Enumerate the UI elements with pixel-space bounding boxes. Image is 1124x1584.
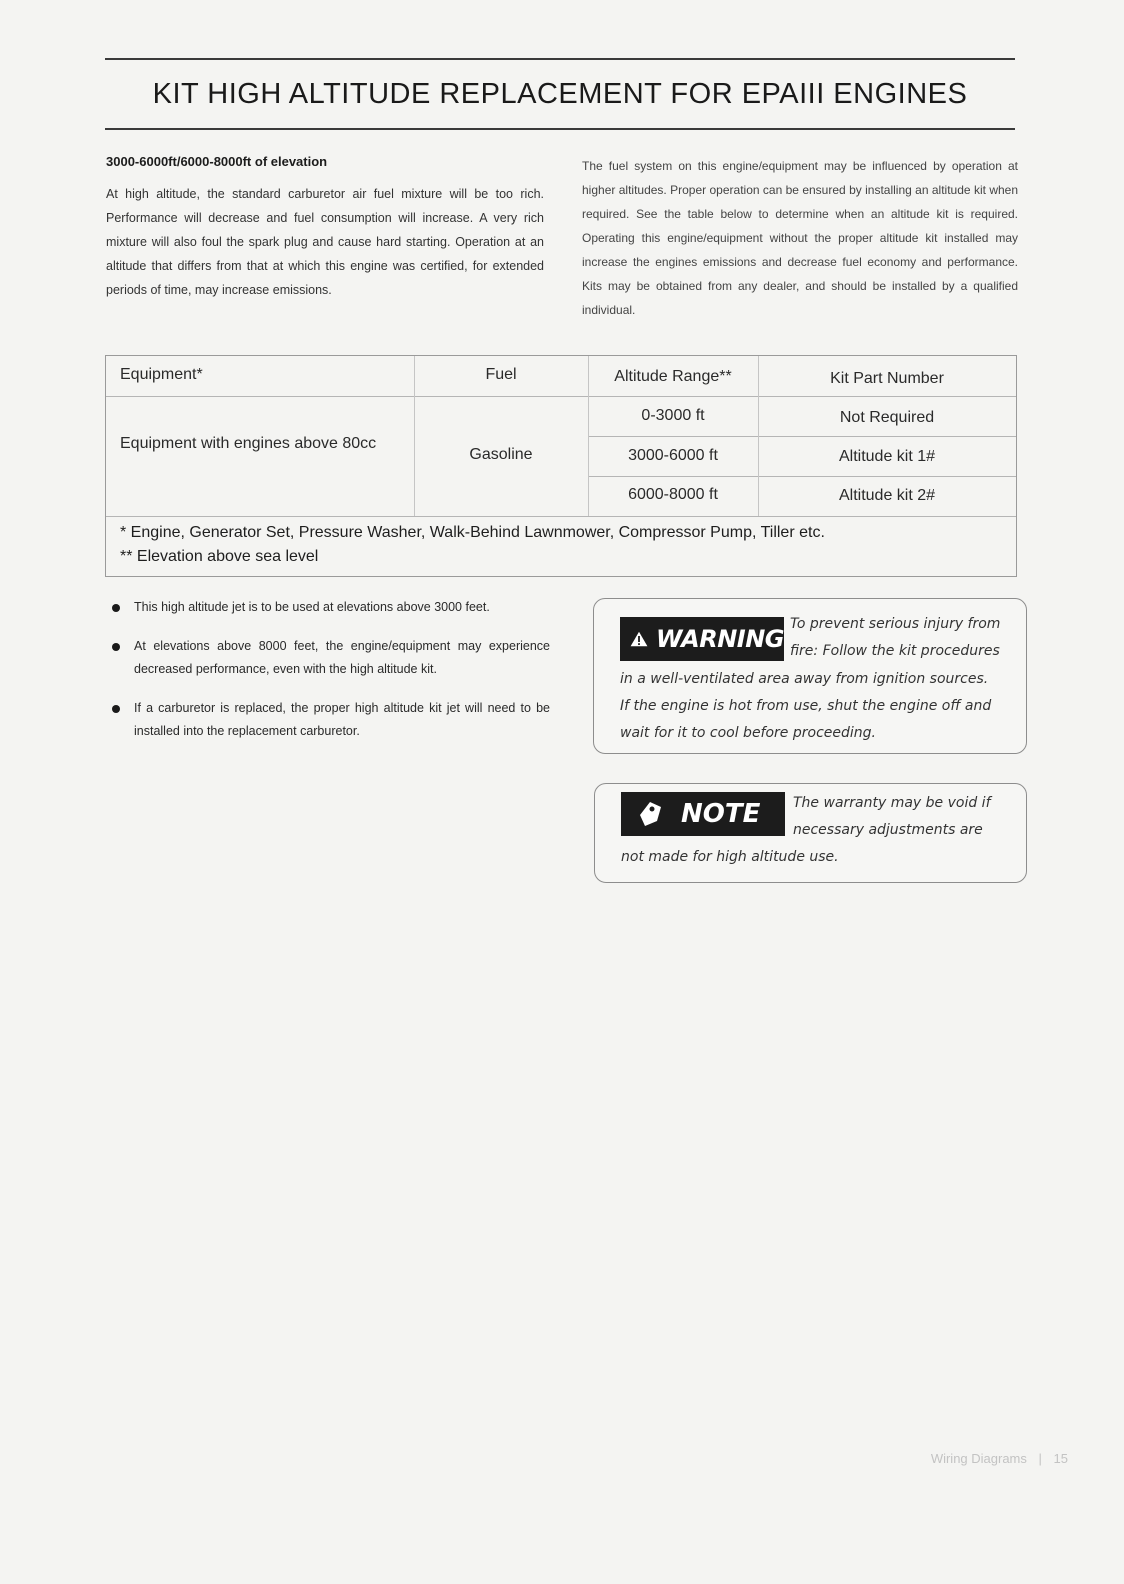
bullet-text: This high altitude jet is to be used at elevations above 3000 feet. bbox=[134, 600, 490, 614]
bullet-list bbox=[110, 596, 550, 759]
bullet-text: At elevations above 8000 feet, the engine/equipment may experience decreased performance, even with the high altitude kit. bbox=[134, 639, 550, 676]
equipment-cell: Equipment with engines above 80cc bbox=[120, 435, 377, 452]
list-item bbox=[110, 596, 550, 619]
range-cell: 6000-8000 ft bbox=[628, 486, 718, 503]
header-divider bbox=[106, 396, 1016, 397]
range-cell: 0-3000 ft bbox=[641, 407, 705, 424]
warning-label: WARNING bbox=[656, 625, 784, 653]
table-footnote-elevation: ** Elevation above sea level bbox=[120, 548, 319, 565]
warning-triangle-icon bbox=[630, 626, 648, 652]
kit-cell: Not Required bbox=[839, 409, 935, 426]
page-title: KIT HIGH ALTITUDE REPLACEMENT FOR EPAIII ENGINES bbox=[152, 78, 968, 110]
warning-text-line: wait for it to cool before proceeding. bbox=[620, 725, 876, 741]
bullet-icon bbox=[112, 643, 120, 651]
note-text-line: The warranty may be void if bbox=[793, 795, 991, 811]
section-subheading: 3000-6000ft/6000-8000ft of elevation bbox=[106, 154, 328, 169]
range-cell: 3000-6000 ft bbox=[628, 447, 718, 464]
note-callout bbox=[594, 783, 1027, 883]
note-text-line: necessary adjustments are bbox=[793, 822, 983, 838]
page-footer bbox=[931, 1451, 1068, 1466]
table-footnote-equipment: * Engine, Generator Set, Pressure Washer, Walk-Behind Lawnmower, Compressor Pump, Tiller etc. bbox=[120, 524, 825, 541]
warning-text-line: in a well-ventilated area away from ignition sources. bbox=[620, 671, 989, 687]
intro-paragraph-left: At high altitude, the standard carburetor air fuel mixture will be too rich. Performance will decrease and fuel consumption will increase. A very rich mixture will also foul the spark plug and cause hard starting. Operation at an altitude that differs from that at which this engine was certified, for extended periods of time, may increase emissions. bbox=[106, 187, 544, 297]
row-divider bbox=[588, 476, 1016, 477]
bullet-text: If a carburetor is replaced, the proper high altitude kit jet will need to be installed into the replacement carburetor. bbox=[134, 701, 550, 738]
header-altitude-range: Altitude Range** bbox=[614, 368, 732, 385]
page-number: 15 bbox=[1053, 1451, 1068, 1466]
bullet-icon bbox=[112, 604, 120, 612]
list-item bbox=[110, 697, 550, 743]
warning-text-line: To prevent serious injury from bbox=[790, 616, 1001, 632]
warning-text-line: If the engine is hot from use, shut the engine off and bbox=[620, 698, 992, 714]
note-text-line: not made for high altitude use. bbox=[621, 849, 839, 865]
tag-icon bbox=[637, 801, 663, 827]
altitude-kit-table bbox=[105, 355, 1017, 577]
header-equipment: Equipment* bbox=[120, 366, 203, 383]
note-label: NOTE bbox=[681, 799, 761, 829]
list-item bbox=[110, 635, 550, 681]
top-rule bbox=[105, 58, 1015, 60]
title-underline bbox=[105, 128, 1015, 130]
warning-badge bbox=[620, 617, 784, 661]
intro-paragraph-right: The fuel system on this engine/equipment may be influenced by operation at higher altitudes. Proper operation can be ensured by installing an altitude kit when required. See the table below to determine when an altitude kit is required. Operating this engine/equipment without the proper altitude kit installed may increase the engines emissions and decrease fuel economy and performance. Kits may be obtained from any dealer, and should be installed by a qualified individual. bbox=[582, 159, 1018, 317]
note-badge bbox=[621, 792, 785, 836]
kit-cell: Altitude kit 1# bbox=[838, 448, 936, 465]
bullet-icon bbox=[112, 705, 120, 713]
footer-separator: | bbox=[1038, 1451, 1042, 1466]
body-footer-divider bbox=[106, 516, 1016, 517]
warning-text-line: fire: Follow the kit procedures bbox=[790, 643, 1000, 659]
row-divider bbox=[588, 436, 1016, 437]
warning-callout bbox=[593, 598, 1027, 754]
kit-cell: Altitude kit 2# bbox=[838, 487, 936, 504]
footer-section: Wiring Diagrams bbox=[930, 1451, 1027, 1466]
header-fuel: Fuel bbox=[485, 366, 517, 383]
header-kit-part-number: Kit Part Number bbox=[830, 370, 944, 387]
fuel-cell: Gasoline bbox=[469, 446, 533, 463]
